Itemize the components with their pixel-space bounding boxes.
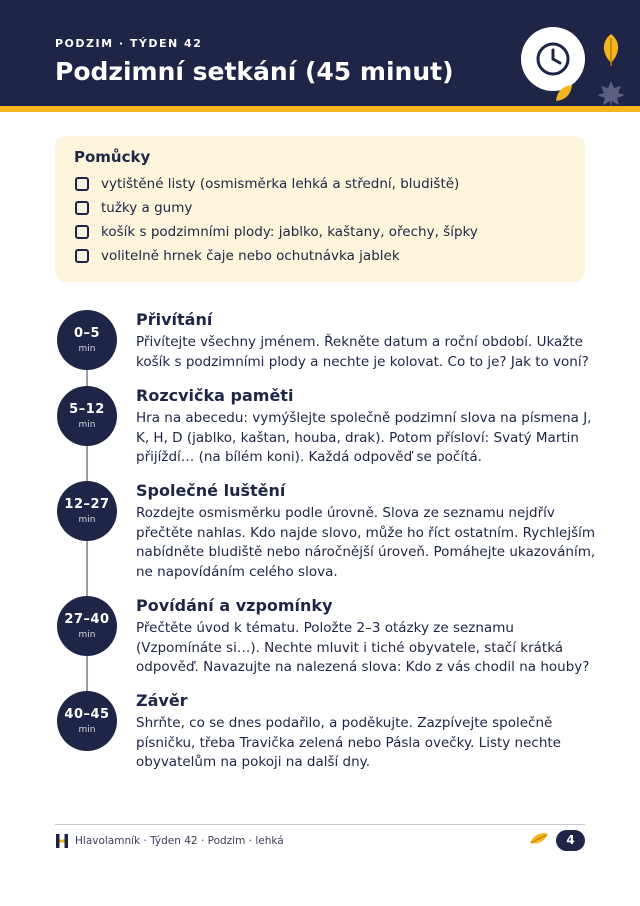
time-badge xyxy=(57,691,117,751)
page-title: Podzimní setkání (45 minut) xyxy=(55,57,454,86)
supply-item-text: tužky a gumy xyxy=(101,200,193,216)
maple-leaf-icon xyxy=(596,80,626,108)
step-text: Přivítejte všechny jménem. Řekněte datum a roční období. Ukažte košík s podzimními plody a nechte je kolovat. Co to je? Jak to voní? xyxy=(136,334,589,370)
time-unit: min xyxy=(78,630,96,640)
step-text: Rozdejte osmisměrku podle úrovně. Slova ze seznamu nejdřív přečtěte nahlas. Kdo najde slovo, může ho říct ostatním. Rychlejším nabídněte bludiště nebo náročnější úroveň. Pomáhejte ukazováním, ne napovídáním celého slova. xyxy=(136,505,596,580)
time-unit: min xyxy=(78,420,96,430)
list-item xyxy=(75,244,478,268)
supplies-list xyxy=(75,172,478,268)
step-text: Shrňte, co se dnes podařilo, a poděkujte. Zazpívejte společně písničku, třeba Travička zelená nebo Pásla ovečky. Listy nechte obyvatelům na pokoji na další dny. xyxy=(136,715,561,770)
header-kicker: PODZIM · TÝDEN 42 xyxy=(55,37,203,50)
step-text: Hra na abecedu: vymýšlejte společně podzimní slova na písmena J, K, H, D (jablko, kaštan, houba, drak). Potom přísloví: Svatý Martin přijíždí… (na bílém koni). Každá odpověď se počítá. xyxy=(136,410,592,465)
page-number: 4 xyxy=(556,830,585,851)
step-title: Společné luštění xyxy=(136,481,286,500)
time-badge xyxy=(57,310,117,370)
list-item xyxy=(75,220,478,244)
supply-item-text: vytištěné listy (osmisměrka lehká a střední, bludiště) xyxy=(101,176,460,192)
step-title: Rozcvička paměti xyxy=(136,386,294,405)
time-range: 0–5 xyxy=(73,326,101,341)
time-unit: min xyxy=(78,344,96,354)
supply-item-text: košík s podzimními plody: jablko, kaštany, ořechy, šípky xyxy=(101,224,478,240)
supplies-title: Pomůcky xyxy=(74,148,151,166)
supply-item-text: volitelně hrnek čaje nebo ochutnávka jablek xyxy=(101,248,400,264)
time-badge xyxy=(57,481,117,541)
step-title: Přivítání xyxy=(136,310,213,329)
time-range: 5–12 xyxy=(69,402,105,417)
step-title: Povídání a vzpomínky xyxy=(136,596,333,615)
leaf-icon xyxy=(598,32,624,68)
checkbox[interactable] xyxy=(75,225,89,239)
footer-divider xyxy=(55,824,585,825)
list-item xyxy=(75,196,478,220)
page-header xyxy=(0,0,640,106)
clock-icon xyxy=(535,41,571,77)
time-unit: min xyxy=(78,515,96,525)
supplies-box xyxy=(55,136,585,282)
time-unit: min xyxy=(78,725,96,735)
checkbox[interactable] xyxy=(75,177,89,191)
header-accent-stripe xyxy=(0,106,640,112)
time-badge xyxy=(57,386,117,446)
time-range: 27–40 xyxy=(64,612,110,627)
checkbox[interactable] xyxy=(75,201,89,215)
footer-text: Hlavolamník · Týden 42 · Podzim · lehká xyxy=(75,835,284,847)
time-range: 12–27 xyxy=(64,497,110,512)
logo-icon xyxy=(56,834,68,848)
list-item xyxy=(75,172,478,196)
step-text: Přečtěte úvod k tématu. Položte 2–3 otázky ze seznamu (Vzpomínáte si…). Nechte mluvit i tiché obyvatele, stačí krátká odpověď. Navazujte na nalezená slova: Kdo z vás chodil na houby? xyxy=(136,620,590,675)
time-badge xyxy=(57,596,117,656)
time-range: 40–45 xyxy=(64,707,110,722)
checkbox[interactable] xyxy=(75,249,89,263)
step-title: Závěr xyxy=(136,691,188,710)
footer-leaf-icon xyxy=(528,831,550,847)
small-leaf-icon xyxy=(553,82,575,104)
